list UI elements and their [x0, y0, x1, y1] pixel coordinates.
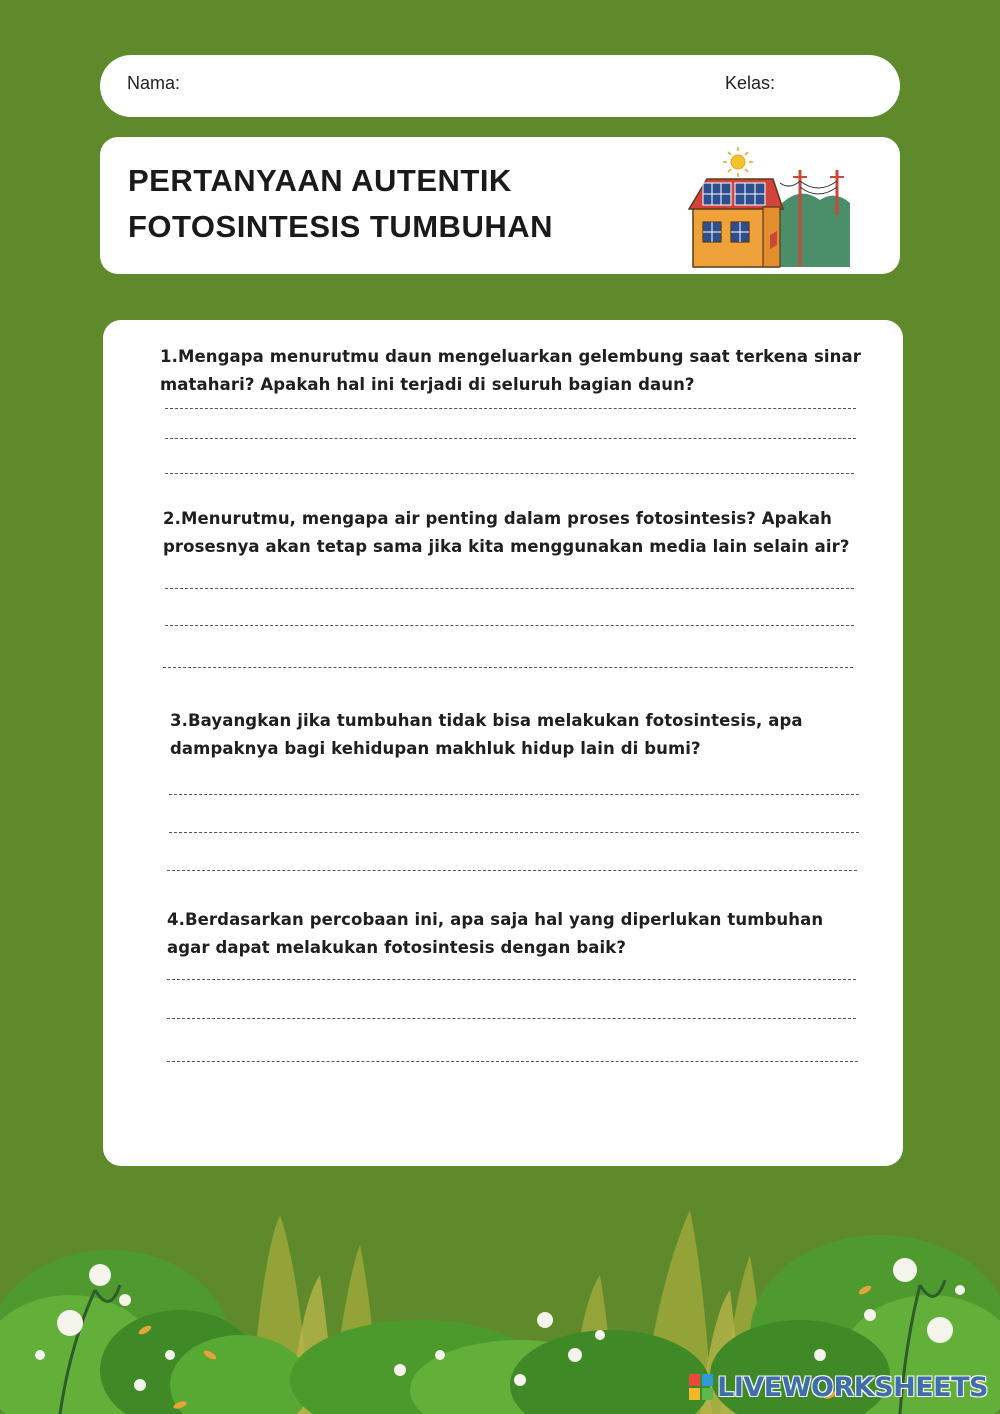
- question-2-line-1: 2.Menurutmu, mengapa air penting dalam proses fotosintesis? Apakah: [163, 509, 832, 528]
- answer-line-3a[interactable]: [169, 794, 859, 795]
- title-line-2: FOTOSINTESIS TUMBUHAN: [128, 209, 553, 244]
- answer-line-2a[interactable]: [165, 588, 854, 589]
- answer-line-1a[interactable]: [165, 408, 856, 409]
- question-2-line-2: prosesnya akan tetap sama jika kita menggunakan media lain selain air?: [163, 537, 850, 556]
- answer-line-4c[interactable]: [167, 1061, 858, 1062]
- class-label: Kelas:: [725, 73, 776, 93]
- liveworksheets-watermark[interactable]: [688, 1370, 988, 1404]
- question-4-line-1: 4.Berdasarkan percobaan ini, apa saja hal yang diperlukan tumbuhan: [167, 910, 824, 929]
- watermark-text: LIVEWORKSHEETS: [717, 1371, 988, 1403]
- answer-line-2c[interactable]: [163, 667, 853, 668]
- answer-line-4a[interactable]: [167, 979, 856, 980]
- title-line-1: PERTANYAAN AUTENTIK: [128, 163, 512, 198]
- name-class-bar: [100, 55, 900, 117]
- answer-line-1c[interactable]: [165, 473, 854, 474]
- question-1-line-2: matahari? Apakah hal ini terjadi di seluruh bagian daun?: [160, 375, 695, 394]
- answer-line-4b[interactable]: [167, 1018, 856, 1019]
- question-3-line-1: 3.Bayangkan jika tumbuhan tidak bisa melakukan fotosintesis, apa: [170, 711, 803, 730]
- questions-card: [103, 320, 903, 1166]
- title-card: [100, 137, 900, 274]
- answer-line-3c[interactable]: [167, 870, 857, 871]
- answer-line-3b[interactable]: [169, 832, 859, 833]
- answer-line-1b[interactable]: [165, 438, 856, 439]
- solar-house-icon: [685, 145, 855, 270]
- question-3-line-2: dampaknya bagi kehidupan makhluk hidup lain di bumi?: [170, 739, 701, 758]
- name-label: Nama:: [127, 73, 181, 93]
- answer-line-2b[interactable]: [165, 625, 854, 626]
- question-1-line-1: 1.Mengapa menurutmu daun mengeluarkan gelembung saat terkena sinar: [160, 347, 861, 366]
- question-4-line-2: agar dapat melakukan fotosintesis dengan baik?: [167, 938, 626, 957]
- liveworksheets-logo-icon: [688, 1373, 714, 1401]
